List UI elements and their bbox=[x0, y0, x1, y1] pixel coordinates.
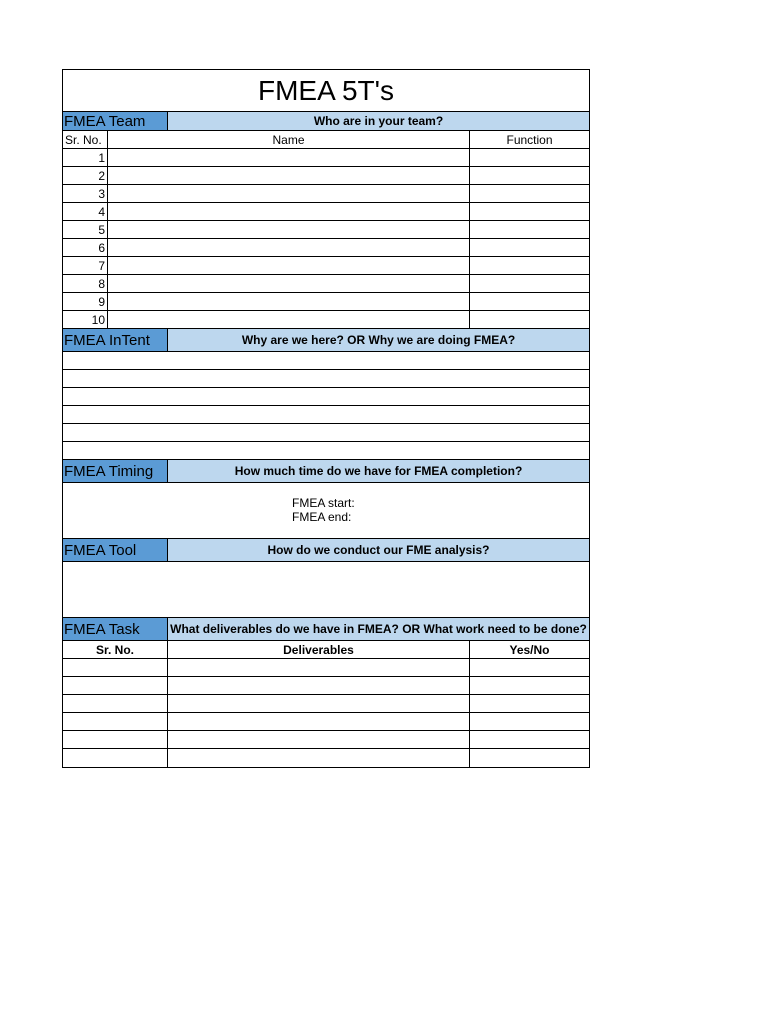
task-header-row bbox=[63, 641, 589, 659]
team-row[interactable] bbox=[63, 311, 589, 329]
team-header-row bbox=[63, 131, 589, 149]
task-sr-cell[interactable] bbox=[63, 749, 168, 767]
team-name-cell[interactable] bbox=[108, 257, 470, 274]
intent-row[interactable] bbox=[63, 442, 589, 460]
task-yes-no-cell[interactable] bbox=[470, 695, 589, 712]
team-name-cell[interactable] bbox=[108, 221, 470, 238]
team-row[interactable] bbox=[63, 167, 589, 185]
intent-row[interactable] bbox=[63, 370, 589, 388]
intent-row[interactable] bbox=[63, 388, 589, 406]
timing-lines bbox=[292, 496, 355, 524]
team-function-cell[interactable] bbox=[470, 221, 589, 238]
task-row[interactable] bbox=[63, 731, 589, 749]
tool-section-question: How do we conduct our FME analysis? bbox=[168, 539, 589, 561]
intent-row[interactable] bbox=[63, 424, 589, 442]
intent-section-question: Why are we here? OR Why we are doing FMEA? bbox=[168, 329, 589, 351]
task-deliverable-cell[interactable] bbox=[168, 695, 470, 712]
timing-section-header bbox=[63, 460, 589, 483]
tool-box[interactable] bbox=[63, 562, 589, 618]
team-function-cell[interactable] bbox=[470, 239, 589, 256]
team-row-number: 7 bbox=[63, 257, 108, 274]
fmea-sheet bbox=[62, 69, 590, 768]
task-row[interactable] bbox=[63, 695, 589, 713]
task-yes-no-cell[interactable] bbox=[470, 731, 589, 748]
intent-row[interactable] bbox=[63, 406, 589, 424]
task-row[interactable] bbox=[63, 677, 589, 695]
team-header-function: Function bbox=[506, 132, 553, 147]
task-row[interactable] bbox=[63, 749, 589, 767]
team-header-name: Name bbox=[108, 131, 470, 148]
team-header-sr: Sr. No. bbox=[63, 131, 108, 148]
team-name-cell[interactable] bbox=[108, 167, 470, 184]
team-row-number: 5 bbox=[63, 221, 108, 238]
team-section-label: FMEA Team bbox=[63, 112, 168, 130]
team-row-number: 9 bbox=[63, 293, 108, 310]
timing-box[interactable] bbox=[63, 483, 589, 539]
task-section-header bbox=[63, 618, 589, 641]
task-header-yes-no: Yes/No bbox=[509, 642, 550, 657]
team-name-cell[interactable] bbox=[108, 293, 470, 310]
team-row[interactable] bbox=[63, 239, 589, 257]
team-row[interactable] bbox=[63, 185, 589, 203]
team-row-number: 6 bbox=[63, 239, 108, 256]
team-name-cell[interactable] bbox=[108, 203, 470, 220]
team-row[interactable] bbox=[63, 257, 589, 275]
team-function-cell[interactable] bbox=[470, 185, 589, 202]
team-row[interactable] bbox=[63, 293, 589, 311]
team-section-question: Who are in your team? bbox=[168, 112, 589, 130]
team-row[interactable] bbox=[63, 275, 589, 293]
intent-section-label: FMEA InTent bbox=[63, 329, 168, 351]
task-yes-no-cell[interactable] bbox=[470, 677, 589, 694]
team-function-cell[interactable] bbox=[470, 167, 589, 184]
team-name-cell[interactable] bbox=[108, 185, 470, 202]
tool-section-label: FMEA Tool bbox=[63, 539, 168, 561]
team-row[interactable] bbox=[63, 221, 589, 239]
timing-start-label: FMEA start: bbox=[292, 496, 355, 510]
task-sr-cell[interactable] bbox=[63, 677, 168, 694]
team-function-cell[interactable] bbox=[470, 257, 589, 274]
team-row-number: 10 bbox=[63, 311, 108, 328]
task-yes-no-cell[interactable] bbox=[470, 659, 589, 676]
task-header-deliverables: Deliverables bbox=[168, 641, 470, 658]
task-header-sr: Sr. No. bbox=[63, 641, 168, 658]
team-function-cell[interactable] bbox=[470, 203, 589, 220]
team-row-number: 4 bbox=[63, 203, 108, 220]
team-function-cell[interactable] bbox=[470, 275, 589, 292]
team-row-number: 8 bbox=[63, 275, 108, 292]
intent-section-header bbox=[63, 329, 589, 352]
team-name-cell[interactable] bbox=[108, 311, 470, 328]
timing-end-label: FMEA end: bbox=[292, 510, 352, 524]
team-name-cell[interactable] bbox=[108, 275, 470, 292]
task-deliverable-cell[interactable] bbox=[168, 659, 470, 676]
task-deliverable-cell[interactable] bbox=[168, 713, 470, 730]
task-row[interactable] bbox=[63, 659, 589, 677]
team-name-cell[interactable] bbox=[108, 239, 470, 256]
task-yes-no-cell[interactable] bbox=[470, 713, 589, 730]
team-row[interactable] bbox=[63, 149, 589, 167]
team-function-cell[interactable] bbox=[470, 293, 589, 310]
team-name-cell[interactable] bbox=[108, 149, 470, 166]
team-row-number: 3 bbox=[63, 185, 108, 202]
tool-section-header bbox=[63, 539, 589, 562]
task-section-label: FMEA Task bbox=[63, 618, 168, 640]
intent-row[interactable] bbox=[63, 352, 589, 370]
timing-section-question: How much time do we have for FMEA completion? bbox=[168, 460, 589, 482]
team-row-number: 1 bbox=[63, 149, 108, 166]
task-deliverable-cell[interactable] bbox=[168, 677, 470, 694]
team-row[interactable] bbox=[63, 203, 589, 221]
team-row-number: 2 bbox=[63, 167, 108, 184]
task-deliverable-cell[interactable] bbox=[168, 749, 470, 767]
task-row[interactable] bbox=[63, 713, 589, 731]
task-sr-cell[interactable] bbox=[63, 731, 168, 748]
team-function-cell[interactable] bbox=[470, 149, 589, 166]
timing-section-label: FMEA Timing bbox=[63, 460, 168, 482]
task-sr-cell[interactable] bbox=[63, 695, 168, 712]
task-sr-cell[interactable] bbox=[63, 659, 168, 676]
team-section-header bbox=[63, 112, 589, 131]
task-section-question: What deliverables do we have in FMEA? OR What work need to be done? bbox=[168, 618, 589, 640]
task-deliverable-cell[interactable] bbox=[168, 731, 470, 748]
team-function-cell[interactable] bbox=[470, 311, 589, 328]
sheet-title: FMEA 5T's bbox=[63, 70, 589, 112]
task-sr-cell[interactable] bbox=[63, 713, 168, 730]
task-yes-no-cell[interactable] bbox=[470, 749, 589, 767]
